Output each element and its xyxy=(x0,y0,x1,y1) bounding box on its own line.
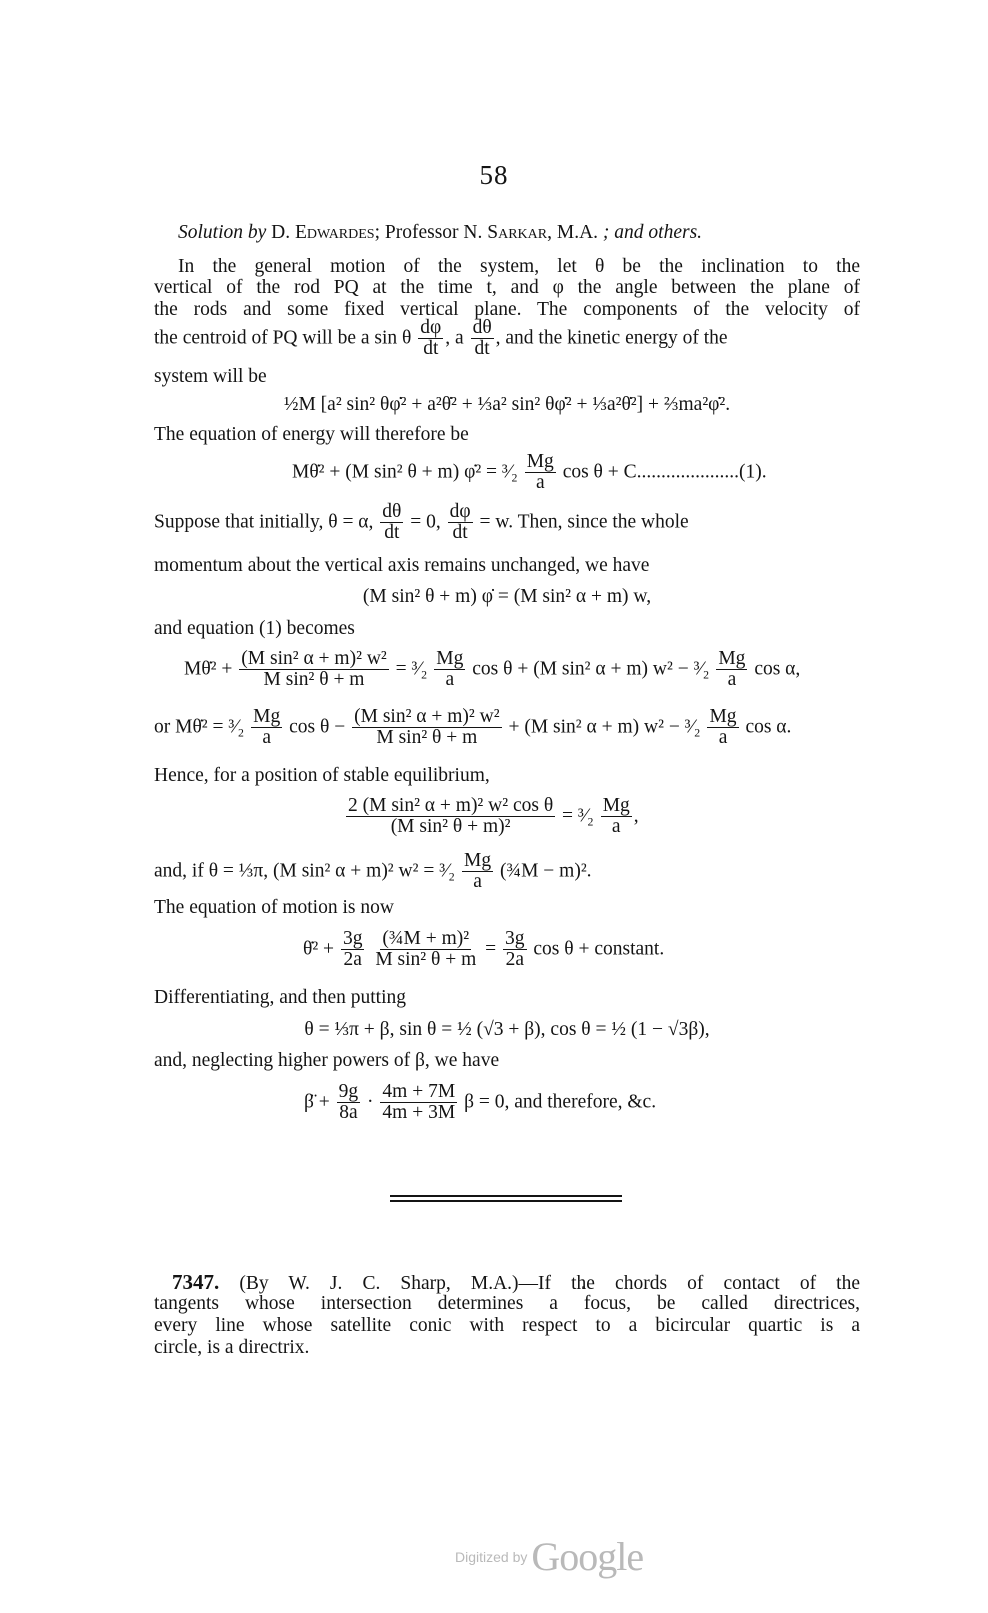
frac-den: a xyxy=(611,816,621,838)
fraction-dphi-dt xyxy=(418,318,443,360)
neglecting-text: and, neglecting higher powers of β, we have xyxy=(154,1050,500,1071)
stable-equation xyxy=(344,796,639,838)
frac-den: a xyxy=(535,472,545,494)
para1-line4-end: , and the kinetic energy of the xyxy=(495,327,728,349)
motion-end: cos θ + constant. xyxy=(533,938,665,960)
fraction-mg-a xyxy=(707,707,738,749)
question-line2: tangents whose intersection determines a focus, be called directrices, xyxy=(154,1293,860,1314)
eq2-rhs: cos θ + (M sin² α + m) w² − ³⁄₂ xyxy=(472,658,710,680)
frac-den: dt xyxy=(384,522,400,544)
frac-num: dφ xyxy=(420,317,442,338)
frac-num: Mg xyxy=(526,451,554,472)
frac-den: 4m + 3M xyxy=(382,1102,456,1124)
eq3-lhs: or Mθ̇² = ³⁄₂ xyxy=(154,716,245,738)
frac-num: dθ xyxy=(472,317,492,338)
stable-text: Hence, for a position of stable equilibrium, xyxy=(154,765,490,786)
equation-becomes xyxy=(184,649,800,691)
fraction-stable xyxy=(346,796,555,838)
para1-line5: system will be xyxy=(154,366,267,387)
frac-num: (M sin² α + m)² w² xyxy=(241,648,387,669)
frac-num: Mg xyxy=(718,648,746,669)
equation-or xyxy=(154,707,791,749)
frac-num: (¾M + m)² xyxy=(382,928,470,949)
motion-lhs: θ̇² + xyxy=(303,938,335,960)
frac-den: 2a xyxy=(343,949,362,971)
fraction-mg-a xyxy=(462,851,493,893)
frac-num: 3g xyxy=(342,928,363,949)
fraction-3g-2a xyxy=(503,929,527,971)
separator-rule-top xyxy=(390,1195,622,1197)
momentum-equation: (M sin² θ + m) φ̇ = (M sin² α + m) w, xyxy=(362,586,652,607)
question-number: 7347. xyxy=(172,1270,220,1294)
fraction-motion xyxy=(373,929,478,971)
initial-mid: = 0, xyxy=(410,511,441,533)
fraction-dphi-dt xyxy=(448,502,473,544)
fraction-mg-a xyxy=(716,649,747,691)
frac-den: a xyxy=(473,871,482,893)
page-number: 58 xyxy=(479,160,509,190)
stable-end: , xyxy=(633,805,639,827)
fraction-mg-a xyxy=(525,452,556,494)
watermark-prefix: Digitized by xyxy=(455,1549,528,1565)
initial-end: = w. Then, since the whole xyxy=(479,511,689,533)
fraction-mg-a xyxy=(251,707,282,749)
momentum-text: momentum about the vertical axis remains unchanged, we have xyxy=(154,555,650,576)
frac-num: 3g xyxy=(505,928,525,949)
energy-text: The equation of energy will therefore be xyxy=(154,424,469,445)
fraction-9g-8a xyxy=(337,1082,361,1124)
fraction-momentum xyxy=(352,707,501,749)
frac-den: M sin² θ + m xyxy=(263,669,365,691)
putting-equation: θ = ⅓π + β, sin θ = ½ (√3 + β), cos θ = ½ (1 − √3β), xyxy=(304,1019,710,1040)
energy-equation xyxy=(292,452,767,494)
frac-num: dθ xyxy=(382,501,402,522)
differentiating-text: Differentiating, and then putting xyxy=(154,987,406,1008)
final-lhs: β̈ + xyxy=(304,1091,330,1113)
frac-den: M sin² θ + m xyxy=(375,949,477,971)
final-equation xyxy=(304,1082,656,1124)
para1-line1: In the general motion of the system, let θ be the inclination to the xyxy=(178,256,860,277)
energy-rhs: cos θ + C.....................(1). xyxy=(562,461,767,483)
frac-den: a xyxy=(727,669,737,691)
eq3-rhs: + (M sin² α + m) w² − ³⁄₂ xyxy=(508,716,701,738)
motion-mid: = xyxy=(485,938,497,960)
solution-heading xyxy=(178,222,860,244)
frac-den: 8a xyxy=(339,1102,358,1124)
frac-num: Mg xyxy=(253,706,281,727)
kinetic-energy-equation: ½M [a² sin² θφ̇² + a²θ̇² + ⅓a² sin² θφ̇² + ⅓a²θ̇²] + ⅔ma²φ̇². xyxy=(283,394,731,415)
solution-mid: ; Professor N. xyxy=(374,222,483,243)
frac-num: Mg xyxy=(463,850,492,871)
final-dot: · xyxy=(367,1091,374,1113)
eq2-end: cos α, xyxy=(754,658,801,680)
question-line4: circle, is a directrix. xyxy=(154,1337,310,1358)
frac-num: dφ xyxy=(449,501,471,522)
solution-tail: ; and others. xyxy=(602,222,703,243)
para1-line3: the rods and some fixed vertical plane. The components of the velocity of xyxy=(154,299,860,320)
motion-equation xyxy=(303,929,664,971)
if-start: and, if θ = ⅓π, (M sin² α + m)² w² = ³⁄₂ xyxy=(154,860,456,882)
if-end: (¾M − m)². xyxy=(499,860,592,882)
eq2-lhs: Mθ̇² + xyxy=(184,658,233,680)
eq3-mid: cos θ − xyxy=(289,716,346,738)
frac-num: 4m + 7M xyxy=(382,1081,456,1102)
frac-den: a xyxy=(262,727,272,749)
initial-conditions xyxy=(154,502,689,544)
frac-den: dt xyxy=(423,338,439,360)
eq2-mid: = ³⁄₂ xyxy=(395,658,428,680)
fraction-momentum xyxy=(239,649,388,691)
frac-den: M sin² θ + m xyxy=(376,727,478,749)
para1-line4-start: the centroid of PQ will be a sin θ xyxy=(154,327,412,349)
stable-mid: = ³⁄₂ xyxy=(562,805,594,827)
question-line3: every line whose satellite conic with respect to a bicircular quartic is a xyxy=(154,1315,860,1336)
frac-num: Mg xyxy=(709,706,737,727)
fraction-dtheta-dt xyxy=(471,318,494,360)
final-end: β = 0, and therefore, &c. xyxy=(464,1091,657,1113)
google-logo: Google xyxy=(531,1534,644,1579)
digitized-watermark xyxy=(455,1533,643,1580)
solution-prefix: Solution by xyxy=(178,222,267,243)
frac-den: 2a xyxy=(505,949,524,971)
solution-author-1: D. Edwardes xyxy=(271,222,375,243)
motion-text: The equation of motion is now xyxy=(154,897,394,918)
frac-num: Mg xyxy=(436,648,464,669)
becomes-text: and equation (1) becomes xyxy=(154,618,355,639)
fraction-dtheta-dt xyxy=(380,502,403,544)
question-line1 xyxy=(172,1271,860,1295)
fraction-mass-ratio xyxy=(380,1082,457,1124)
para1-line4 xyxy=(154,318,728,360)
para1-line4-mid: , a xyxy=(445,327,464,349)
frac-den: dt xyxy=(452,522,468,544)
solution-author-2: Sarkar xyxy=(487,222,548,243)
frac-num: 9g xyxy=(338,1081,359,1102)
frac-num: 2 (M sin² α + m)² w² cos θ xyxy=(348,795,554,816)
para1-line2: vertical of the rod PQ at the time t, and φ the angle between the plane of xyxy=(154,277,860,298)
frac-den: a xyxy=(445,669,455,691)
question-line1-rest: (By W. J. C. Sharp, M.A.)—If the chords of contact of the xyxy=(239,1273,860,1294)
frac-den: (M sin² θ + m)² xyxy=(390,816,511,838)
separator-rule-bottom xyxy=(390,1200,622,1202)
frac-num: (M sin² α + m)² w² xyxy=(354,706,500,727)
frac-den: dt xyxy=(474,338,490,360)
fraction-mg-a xyxy=(601,796,632,838)
fraction-3g-2a xyxy=(341,929,365,971)
condition-equation xyxy=(154,851,592,893)
fraction-mg-a xyxy=(434,649,465,691)
solution-suffix: , M.A. xyxy=(547,222,599,243)
initial-start: Suppose that initially, θ = α, xyxy=(154,511,374,533)
frac-num: Mg xyxy=(602,795,630,816)
frac-den: a xyxy=(718,727,728,749)
eq3-end: cos α. xyxy=(745,716,792,738)
energy-lhs: Mθ̇² + (M sin² θ + m) φ̇² = ³⁄₂ xyxy=(292,461,518,483)
